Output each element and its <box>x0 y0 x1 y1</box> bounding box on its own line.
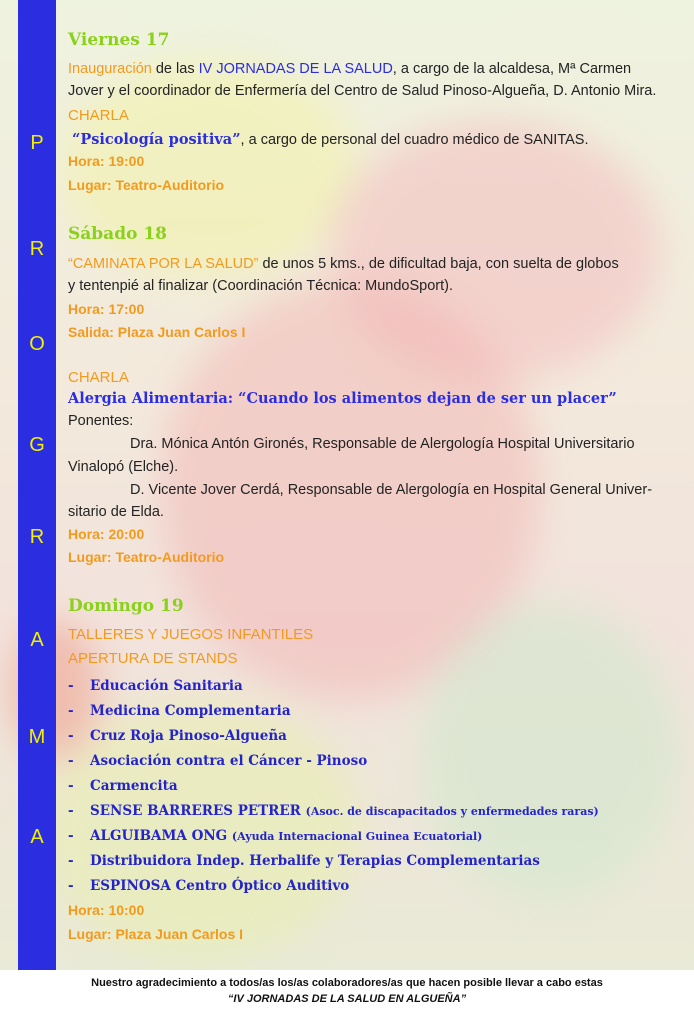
stand-item: - ALGUIBAMA ONG (Ayuda Internacional Guinea Ecuatorial) <box>68 828 483 844</box>
place-label: Lugar: Teatro-Auditorio <box>68 177 225 193</box>
time-label: Hora: 20:00 <box>68 526 145 542</box>
programa-sidebar <box>18 0 56 970</box>
time-label: Hora: 10:00 <box>68 902 145 918</box>
walk-title: “CAMINATA POR LA SALUD” <box>68 256 259 272</box>
charla-label: CHARLA <box>68 107 129 124</box>
stand-item: - ESPINOSA Centro Óptico Auditivo <box>68 878 350 894</box>
walk-line-2: y tentenpié al finalizar (Coordinación Técnica: MundoSport). <box>68 278 453 294</box>
day-heading-sunday: Domingo 19 <box>68 596 184 616</box>
stand-item: - Distribuidora Indep. Herbalife y Terapias Complementarias <box>68 853 540 869</box>
acknowledgement-footer <box>0 975 694 1007</box>
sidebar-letter: G <box>29 434 45 456</box>
walk-description: de unos 5 kms., de dificultad baja, con suelta de globos <box>258 256 619 272</box>
inauguration-line-2: Jover y el coordinador de Enfermería del Centro de Salud Pinoso-Algueña, D. Antonio Mira. <box>68 83 657 99</box>
talk-description: , a cargo de personal del cuadro médico de SANITAS. <box>240 132 589 148</box>
sidebar-letter: A <box>30 629 44 651</box>
speaker-1-cont: Vinalopó (Elche). <box>68 459 179 475</box>
stand-note: (Asoc. de discapacitados y enfermedades raras) <box>305 805 599 818</box>
inauguration-line <box>68 61 631 77</box>
place-label: Lugar: Teatro-Auditorio <box>68 549 225 565</box>
stand-item: - Carmencita <box>68 778 178 794</box>
speaker-2: D. Vicente Jover Cerdá, Responsable de Alergología en Hospital General Univer- <box>130 482 653 498</box>
footer-line-2: “IV JORNADAS DE LA SALUD EN ALGUEÑA” <box>227 993 467 1005</box>
stand-item: - Cruz Roja Pinoso-Algueña <box>68 728 287 744</box>
stand-item: - Medicina Complementaria <box>68 703 291 719</box>
time-label: Hora: 19:00 <box>68 153 145 169</box>
sidebar-letter: O <box>29 333 45 355</box>
stand-note: (Ayuda Internacional Guinea Ecuatorial) <box>231 830 483 843</box>
walk-line <box>68 256 619 272</box>
stand-item: - Asociación contra el Cáncer - Pinoso <box>68 753 368 769</box>
talk-title: Alergia Alimentaria: “Cuando los alimentos dejan de ser un placer” <box>68 390 617 407</box>
event-name: IV JORNADAS DE LA SALUD <box>198 61 393 77</box>
stand-item: - Educación Sanitaria <box>68 678 243 694</box>
charla-label: CHARLA <box>68 369 129 386</box>
sidebar-letter: M <box>28 726 46 748</box>
inauguration-label: Inauguración <box>68 61 152 77</box>
sidebar-letter: P <box>30 132 44 154</box>
day-heading-saturday: Sábado 18 <box>68 224 167 244</box>
day-heading-friday: Viernes 17 <box>68 30 170 50</box>
footer-line-1: Nuestro agradecimiento a todos/as los/as colaboradores/as que hacen posible llevar a cabo estas <box>91 977 603 989</box>
speakers-label: Ponentes: <box>68 413 134 429</box>
inauguration-text: de las <box>151 61 199 77</box>
departure-label: Salida: Plaza Juan Carlos I <box>68 324 246 340</box>
time-label: Hora: 17:00 <box>68 301 145 317</box>
stands-opening-label: APERTURA DE STANDS <box>68 650 238 667</box>
speaker-2-cont: sitario de Elda. <box>68 504 164 520</box>
sidebar-letter: R <box>29 238 45 260</box>
speaker-1: Dra. Mónica Antón Gironés, Responsable de Alergología Hospital Universitario <box>130 436 635 452</box>
place-label: Lugar: Plaza Juan Carlos I <box>68 926 244 942</box>
workshops-label: TALLERES Y JUEGOS INFANTILES <box>68 626 314 643</box>
inauguration-text-2: , a cargo de la alcaldesa, Mª Carmen <box>392 61 632 77</box>
sidebar-letter: A <box>30 826 44 848</box>
talk-line <box>72 131 588 148</box>
sidebar-letter: R <box>29 526 45 548</box>
stand-item: - SENSE BARRERES PETRER (Asoc. de discapacitados y enfermedades raras) <box>68 803 599 819</box>
talk-title: “Psicología positiva” <box>72 131 241 148</box>
